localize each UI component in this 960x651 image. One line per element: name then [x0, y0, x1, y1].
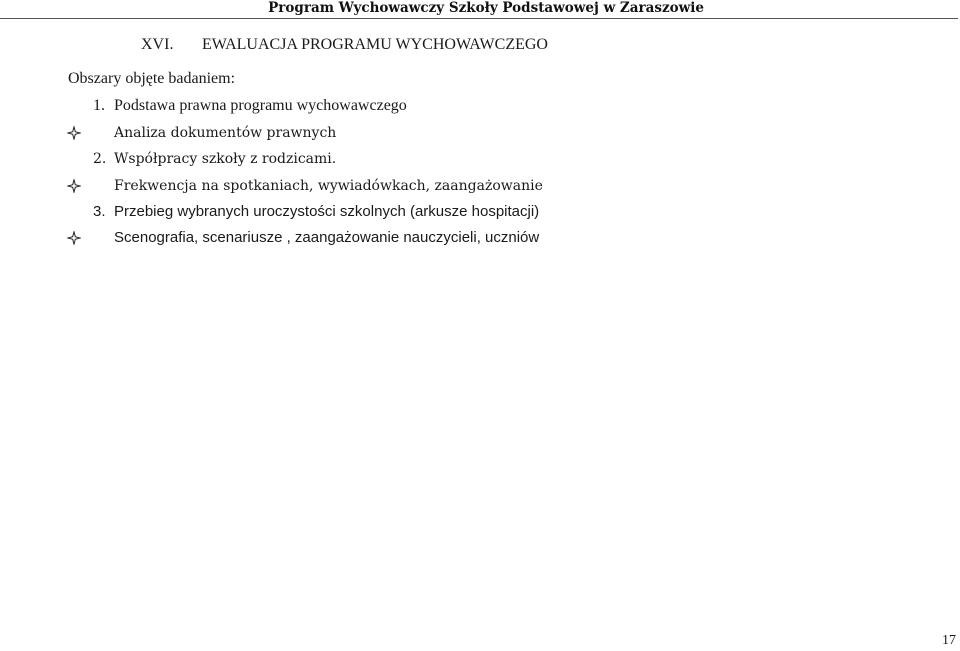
intro-text: Obszary objęte badaniem: [68, 70, 236, 87]
section-heading [141, 36, 548, 54]
list-item-title: Współpracy szkoły z rodzicami. [114, 151, 337, 167]
section-number: XVI. [141, 36, 174, 53]
method-item-3 [0, 229, 960, 247]
list-item-1 [0, 97, 960, 115]
list-item-title: Podstawa prawna programu wychowawczego [114, 97, 407, 114]
page-header [0, 0, 958, 19]
method-text: Scenografia, scenariusze , zaangażowanie nauczycieli, uczniów [114, 229, 540, 246]
method-text: Analiza dokumentów prawnych [114, 125, 337, 141]
list-item-3 [0, 203, 960, 221]
method-item-2 [0, 177, 960, 195]
list-item-title: Przebieg wybranych uroczystości szkolnych (arkusze hospitacji) [114, 203, 540, 220]
four-point-star-outline-icon [67, 231, 81, 245]
section-title: EWALUACJA PROGRAMU WYCHOWAWCZEGO [202, 36, 548, 53]
four-point-star-outline-icon [67, 179, 81, 193]
list-item-number: 2. [93, 151, 107, 167]
method-item-1 [0, 124, 960, 142]
list-item-number: 3. [93, 203, 106, 220]
list-item-2 [0, 150, 960, 168]
page-number: 17 [942, 633, 956, 648]
method-text: Frekwencja na spotkaniach, wywiadówkach, zaangażowanie [114, 178, 543, 194]
header-title: Program Wychowawczy Szkoły Podstawowej w Zaraszowie [268, 0, 704, 16]
four-point-star-outline-icon [67, 126, 81, 140]
list-item-number: 1. [93, 97, 105, 114]
